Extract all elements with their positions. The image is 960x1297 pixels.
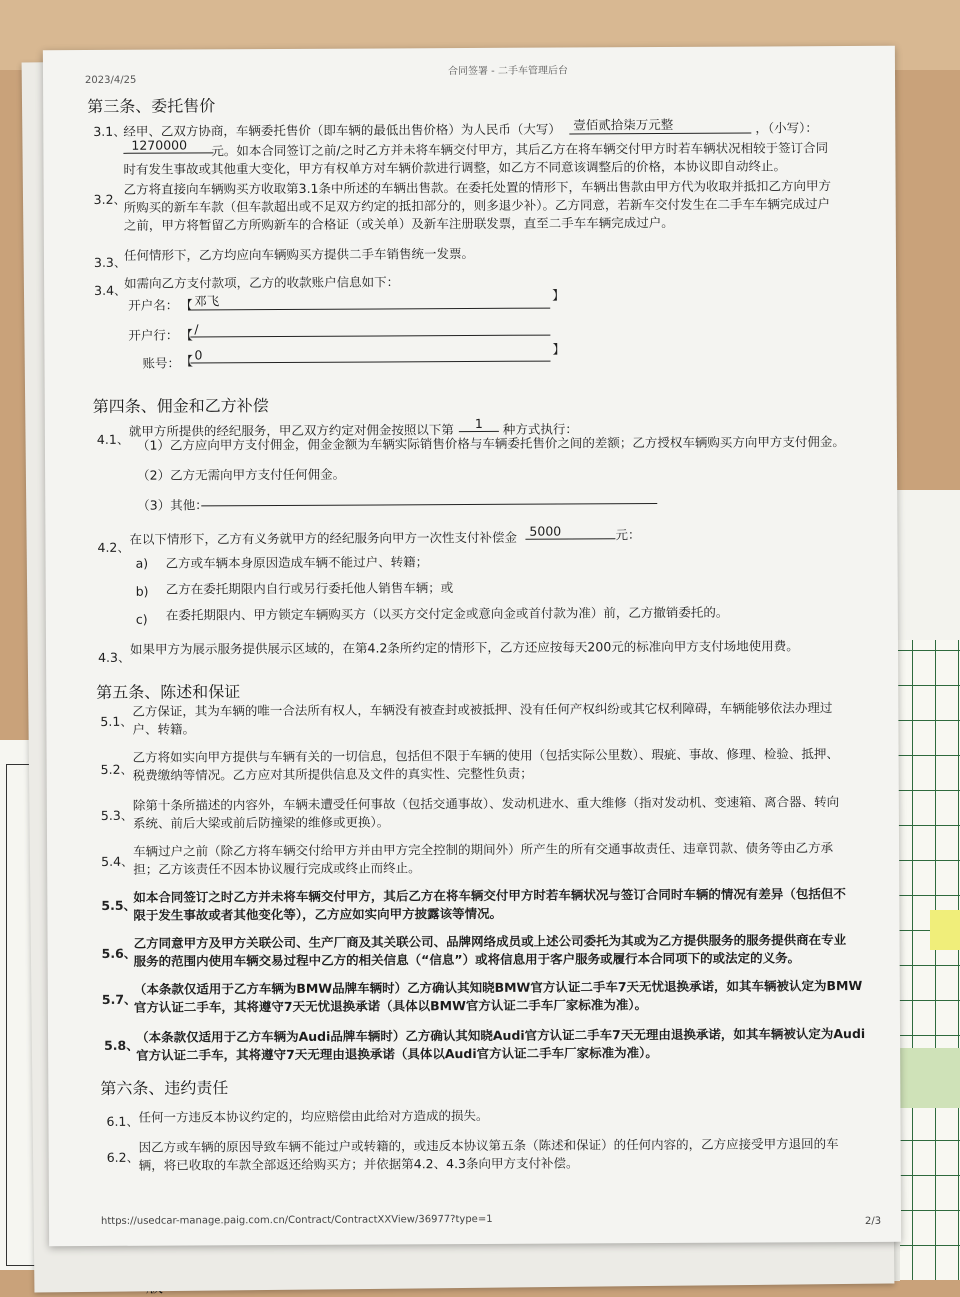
account-holder-label: 开户名： — [128, 297, 179, 313]
account-holder-field: 邓飞 — [190, 290, 550, 311]
clause-number: 5.5、 — [101, 897, 137, 913]
section-title: 第五条、陈述和保证 — [96, 682, 241, 702]
clause-number: 3.3、 — [93, 254, 127, 270]
clause-text: 所购买的新车车款（但车款超出或不足双方约定的抵扣部分的，则多退少补）。乙方同意，若新车交付发生在二手车车辆完成过户 — [123, 196, 830, 215]
bracket-close: 】 — [552, 341, 566, 357]
clause-text: 乙方将如实向甲方提供与车辆有关的一切信息，包括但不限于车辆的使用（包括实际公里数）、瑕疵、事故、修理、检验、抵押、 — [132, 746, 839, 765]
clause-text: 元： — [615, 527, 641, 543]
item-text: 乙方或车辆本身原因造成车辆不能过户、转籍； — [165, 554, 429, 571]
clause-text: 乙方将直接向车辆购买方收取第3.1条中所述的车辆出售款。在委托处置的情形下，车辆出售款由甲方代为收取并抵扣乙方向甲方 — [123, 178, 832, 197]
page-header-title: 合同签署 - 二手车管理后台 — [447, 65, 568, 78]
item-label: a) — [135, 555, 149, 571]
clause-number: 3.2、 — [93, 191, 127, 207]
clause-number: 5.4、 — [101, 853, 134, 869]
clause-number: 4.3、 — [98, 649, 131, 665]
clause-text: 除第十条所描述的内容外，车辆未遭受任何事故（包括交通事故）、发动机进水、重大维修（指对发动机、变速箱、离合器、转向 — [132, 794, 840, 813]
clause-number: 6.2、 — [106, 1149, 140, 1165]
clause-text: 种方式执行： — [502, 421, 578, 437]
clause-text: 如果甲方为展示服务提供展示区域的，在第4.2条所约定的情形下，乙方还应按每天200元的标准向甲方支付场地使用费。 — [129, 638, 799, 657]
amount-number-field: 1270000 — [123, 137, 213, 153]
clause-number: 5.1、 — [100, 713, 133, 729]
clause-number: 5.6、 — [101, 945, 137, 961]
footer-url: https://usedcar-manage.paig.com.cn/Contract/ContractXXView/36977?type=1 — [100, 1213, 493, 1227]
clause-number: 4.2、 — [97, 539, 130, 555]
option-text: （1）乙方应向甲方支付佣金，佣金金额为车辆实际销售价格与车辆委托售价之间的差额；乙方授权车辆购买方向甲方支付佣金。 — [136, 434, 845, 453]
contract-page — [43, 46, 901, 1246]
clause-number: 5.2、 — [100, 761, 134, 777]
clause-text: 任何情形下，乙方均应向车辆购买方提供二手车销售统一发票。 — [123, 245, 474, 263]
clause-text: 乙方同意甲方及甲方关联公司、生产厂商及其关联公司、品牌网络成员或上述公司委托为其或为乙方提供服务的服务提供商在专业 — [133, 932, 847, 951]
clause-text: （本条款仅适用于乙方车辆为BMW品牌车辆时）乙方确认其知晓BMW官方认证二手车7天无忧退换承诺，如其车辆被认定为BMW — [133, 977, 863, 997]
account-number-label: 账号： — [142, 355, 181, 371]
item-text: 乙方在委托期限内自行或另行委托他人销售车辆；或 — [165, 580, 454, 597]
clause-number: 5.7、 — [101, 991, 137, 1007]
clause-text: 之前，甲方将暂留乙方所购新车的合格证（或关单）及新车注册联发票，直至二手车车辆完成过户。 — [123, 214, 674, 233]
bracket-open: 【 — [180, 353, 194, 369]
clause-text: 因乙方或车辆的原因导致车辆不能过户或转籍的，或违反本协议第五条（陈述和保证）的任何内容的，乙方应接受甲方退回的车 — [138, 1136, 839, 1155]
clause-text: 乙方保证，其为车辆的唯一合法所有权人，车辆没有被查封或被抵押、没有任何产权纠纷或其它权利障碍，车辆能够依法办理过 — [132, 700, 833, 719]
option-text: （2）乙方无需向甲方支付任何佣金。 — [137, 466, 346, 483]
option-other-field — [201, 489, 657, 506]
bracket-open: 【 — [180, 297, 193, 313]
clause-text: 如本合同签订之时乙方并未将车辆交付甲方，其后乙方在将车辆交付甲方时若车辆状况与签订合同时车辆的情况有差异（包括但不 — [133, 886, 846, 905]
clause-text: 服务的范围内使用车辆交易过程中乙方的相关信息（“信息”）或将信息用于客户服务或履行本合同项下的或法定的义务。 — [133, 950, 801, 969]
clause-text: 户、转籍。 — [132, 721, 195, 737]
account-number-field: 0 — [190, 346, 550, 364]
page-number: 2/3 — [864, 1215, 882, 1227]
compensation-field: 5000 — [525, 523, 615, 539]
clause-text: 税费缴纳等情况。乙方应对其所提供信息及文件的真实性、完整性负责； — [132, 765, 533, 783]
clause-number: 5.3、 — [100, 807, 134, 823]
clause-text: （本条款仅适用于乙方车辆为Audi品牌车辆时）乙方确认其知晓Audi官方认证二手车7天无理由退换承诺，如其车辆被认定为Audi — [136, 1025, 866, 1045]
clause-text: 辆，将已收取的车款全部返还给购买方；并依据第4.2、4.3条向甲方支付补偿。 — [138, 1155, 579, 1173]
clause-text: 担；乙方该责任不因本协议履行完成或终止而终止。 — [133, 860, 421, 877]
clause-text: 经甲、乙双方协商，车辆委托售价（即车辆的最低出售价格）为人民币（大写） — [123, 121, 561, 139]
bracket-close: 】 — [552, 287, 565, 303]
bracket-open: 【 — [180, 327, 193, 343]
clause-text: 车辆过户之前（除乙方将车辆交付给甲方并由甲方完全控制的期间外）所产生的所有交通事故责任、违章罚款、债务等由乙方承 — [133, 840, 834, 859]
section-title: 第四条、佣金和乙方补偿 — [92, 396, 269, 416]
section-title: 第三条、委托售价 — [87, 96, 216, 117]
background-green-cell — [890, 1048, 960, 1108]
clause-number: 5.8、 — [104, 1037, 139, 1053]
clause-text: 官方认证二手车，其将遵守7天无理由退换承诺（具体以Audi官方认证二手车厂家标准为准）。 — [136, 1045, 658, 1063]
bank-label: 开户行： — [128, 327, 179, 343]
clause-text: 任何一方违反本协议约定的，均应赔偿由此给对方造成的损失。 — [138, 1107, 489, 1125]
clause-text: 时有发生事故或其他重大变化，甲方有权单方对车辆价款进行调整，如乙方不同意该调整后的价格，本协议即自动终止。 — [123, 158, 787, 177]
bank-field: / — [190, 320, 550, 338]
clause-text: 官方认证二手车，其将遵守7天无忧退换承诺（具体以BMW官方认证二手车厂家标准为准）。 — [133, 997, 648, 1015]
clause-text: 就甲方所提供的经纪服务，甲乙双方约定对佣金按照以下第 — [128, 422, 454, 439]
section-title: 第六条、违约责任 — [100, 1078, 229, 1098]
clause-text: 元。如本合同签订之前/之时乙方并未将车辆交付甲方，其后乙方在将车辆交付甲方时若车辆状况相较于签订合同 — [211, 140, 829, 159]
clause-number: 4.1、 — [96, 431, 130, 447]
item-label: c) — [135, 611, 148, 627]
commission-method-field: 1 — [459, 416, 499, 432]
background-yellow-mark — [930, 910, 960, 950]
amount-words-field: 壹佰贰拾柒万元整 — [569, 115, 751, 135]
clause-text: ，（小写）： — [755, 120, 818, 136]
item-text: 在委托期限内、甲方锁定车辆购买方（以买方交付定金或意向金或首付款为准）前，乙方撤销委托的。 — [165, 604, 729, 623]
item-label: b) — [135, 583, 149, 599]
clause-text: 系统、前后大梁或前后防撞梁的维修或更换）。 — [132, 814, 390, 831]
option-text: （3）其他： — [137, 497, 208, 513]
clause-number: 3.4、 — [94, 282, 127, 298]
clause-text: 在以下情形下，乙方有义务就甲方的经纪服务向甲方一次性支付补偿金 — [129, 529, 517, 547]
print-date: 2023/4/25 — [85, 74, 137, 87]
clause-text: 如需向乙方支付款项，乙方的收款账户信息如下： — [124, 274, 400, 291]
clause-number: 3.1、 — [93, 123, 126, 139]
clause-text: 限于发生事故或者其他变化等），乙方应如实向甲方披露该等情况。 — [133, 905, 503, 923]
clause-number: 6.1、 — [106, 1113, 139, 1129]
